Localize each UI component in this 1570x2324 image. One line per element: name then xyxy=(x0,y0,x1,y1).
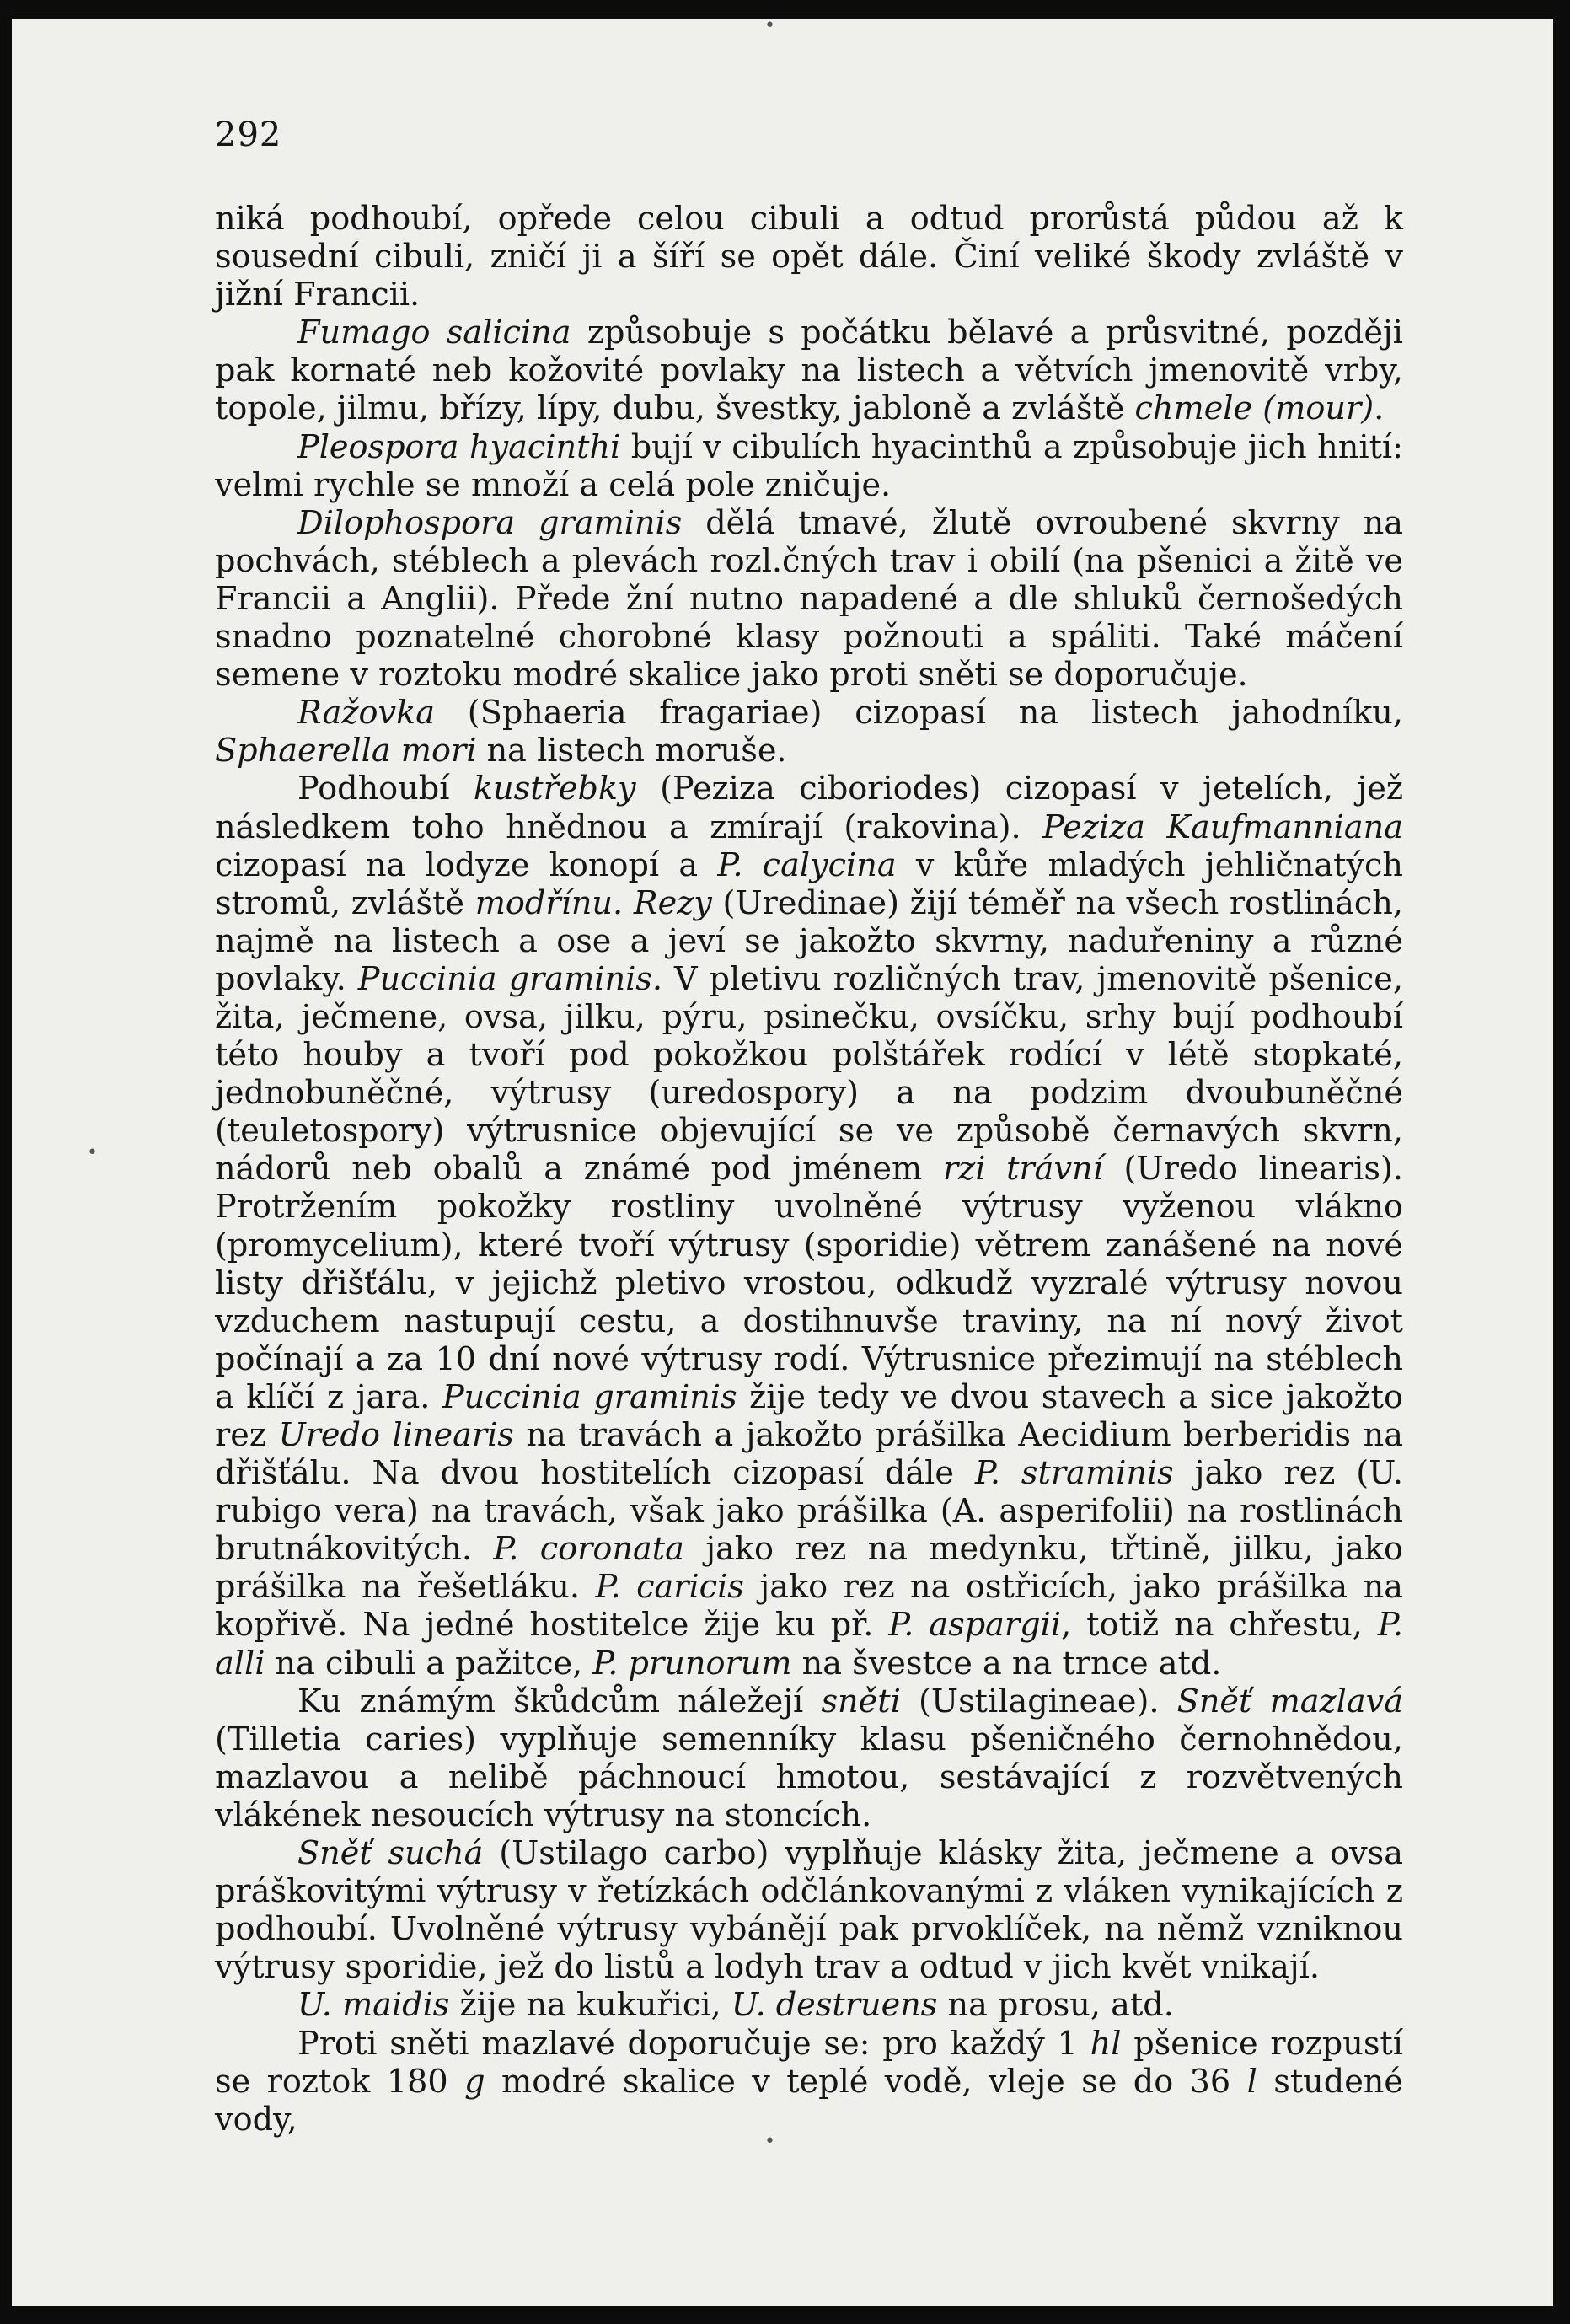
paragraph xyxy=(215,314,1403,428)
paragraph xyxy=(215,1683,1403,1835)
italic-term: rzi trávní xyxy=(942,1151,1103,1189)
text-run: žije na kukuřici, xyxy=(449,1987,731,2025)
margin-dot: • xyxy=(764,2131,775,2152)
text-run: na travách a jakožto prášilka Aecidium berberidis na dřišťálu. Na dvou hostitelích cizopasí dále xyxy=(215,1417,1403,1493)
margin-dot: • xyxy=(87,1142,98,1163)
paragraph xyxy=(215,2026,1403,2139)
italic-term: Ražovka xyxy=(297,695,435,733)
body-text xyxy=(215,201,1403,2139)
text-run: jako rez na ostřicích, jako prášilka na kopřivě. Na jedné hostitelce žije ku př. xyxy=(215,1569,1403,1645)
text-run: Ku známým škůdcům náležejí xyxy=(297,1683,822,1720)
italic-term: Peziza Kaufmanniana xyxy=(1042,808,1403,846)
paragraph xyxy=(215,695,1403,770)
text-run: niká podhoubí, opřede celou cibuli a odtud prorůstá půdou až k sousední cibuli, zničí ji a šíří se opět dále. Činí veliké škody zvláště v jižní Francii. xyxy=(215,201,1403,314)
text-run: v kůře mladých jehličnatých stromů, zvláště xyxy=(215,846,1403,922)
paragraph xyxy=(215,505,1403,695)
text-run: . xyxy=(1374,390,1385,428)
italic-term: U. maidis xyxy=(297,1987,450,2025)
text-run: na švestce a na trnce atd. xyxy=(791,1645,1222,1683)
italic-term: P. alli xyxy=(215,1607,1403,1683)
text-run: modré skalice v teplé vodě, vleje se do 36 xyxy=(485,2063,1247,2101)
italic-term: kustřebky xyxy=(473,770,636,808)
paragraph xyxy=(215,770,1403,1683)
text-run: na listech moruše. xyxy=(476,733,787,770)
text-run: (Peziza ciboriodes) cizopasí v jetelích, jež následkem toho hnědnou a zmírají (rakovina). xyxy=(215,770,1403,846)
italic-term: chmele (mour) xyxy=(1134,390,1374,428)
italic-term: P. prunorum xyxy=(592,1645,792,1683)
italic-term: Sněť suchá xyxy=(297,1835,484,1873)
paragraph xyxy=(215,1835,1403,1987)
italic-term: g xyxy=(464,2063,485,2101)
text-run: pšenice rozpustí se roztok 180 xyxy=(215,2025,1403,2101)
text-run: (Uredinae) žijí téměř na všech rostlinách, najmě na listech a ose a jeví se jakožto skvrny, naduřeniny a různé povlaky. xyxy=(215,884,1403,998)
italic-term: Puccinia graminis xyxy=(442,1378,737,1416)
text-run: jako rez na medynku, třtině, jilku, jako prášilka na řešetláku. xyxy=(215,1531,1403,1607)
paragraph xyxy=(215,429,1403,505)
italic-term: Pleospora hyacinthi xyxy=(297,428,621,466)
italic-term: Dilophospora graminis xyxy=(297,504,683,542)
text-run: Podhoubí xyxy=(297,770,474,808)
paragraph xyxy=(215,1987,1403,2025)
text-run: bují v cibulích hyacinthů a způsobuje jich hnití: velmi rychle se množí a celá pole zničuje. xyxy=(215,428,1403,504)
text-run: (Tilletia caries) vyplňuje semenníky klasu pšeničného černohnědou, mazlavou a nelibě páchnoucí hmotou, sestávající z rozvětvených vlákének nesoucích výtrusy na stoncích. xyxy=(215,1720,1403,1834)
text-run: způsobuje s počátku bělavé a průsvitné, později pak kornaté neb kožovité povlaky na listech a větvích jmenovitě vrby, topole, jilmu, břízy, lípy, dubu, švestky, jabloně a zvláště xyxy=(215,314,1403,428)
text-run: na cibuli a pažitce, xyxy=(265,1645,593,1683)
text-run: jako rez (U. rubigo vera) na travách, však jako prášilka (A. asperifolii) na rostlinách brutnákovitých. xyxy=(215,1455,1403,1569)
italic-term: modřínu. Rezy xyxy=(474,884,712,922)
text-run: V pletivu rozličných trav, jmenovitě pšenice, žita, ječmene, ovsa, jilku, pýru, psinečku, ovsíčku, srhy bují podhoubí této houby a tvoří pod pokožkou polštářek rodící v létě stopkaté, jednobuněčné, výtrusy (uredospory) a na podzim dvoubuněčné (teuletospory) výtrusnice objevující se ve způsobě černavých skvrn, nádorů neb obalů a známé pod jménem xyxy=(215,960,1403,1189)
text-run: (Sphaeria fragariae) cizopasí na listech jahodníku, xyxy=(435,695,1403,733)
page-number: 292 xyxy=(215,115,282,154)
text-run: dělá tmavé, žlutě ovroubené skvrny na pochvách, stéblech a plevách rozl.čných trav i obilí (na pšenici a žitě ve Francii a Anglii). Přede žní nutno napadené a dle shluků černošedých snadno poznatelné chorobné klasy požnouti a spáliti. Také máčení semene v roztoku modré skalice jako proti sněti se doporučuje. xyxy=(215,504,1403,695)
italic-term: P. straminis xyxy=(974,1455,1174,1493)
text-run: Proti sněti mazlavé doporučuje se: pro každý 1 xyxy=(297,2025,1090,2063)
italic-term: U. destruens xyxy=(731,1987,938,2025)
text-run: (Uredo linearis). Protržením pokožky rostliny uvolněné výtrusy vyženou vlákno (promycelium), které tvoří výtrusy (sporidie) větrem zanášené na nové listy dřišťálu, v jejichž pletivo vrostou, odkudž vyzralé výtrusy novou vzduchem nastupují cestu, a dostihnuvše traviny, na ní nový život počínají a za 10 dní nové výtrusy rodí. Výtrusnice přezimují na stéblech a klíčí z jara. xyxy=(215,1151,1404,1416)
paragraph xyxy=(215,201,1403,314)
italic-term: hl xyxy=(1090,2025,1122,2063)
text-run: studené vody, xyxy=(215,2063,1404,2139)
margin-dot: • xyxy=(764,15,775,36)
italic-term: P. calycina xyxy=(717,846,897,884)
italic-term: sněti xyxy=(821,1683,901,1720)
italic-term: l xyxy=(1246,2063,1257,2101)
italic-term: Uredo linearis xyxy=(278,1417,514,1454)
text-run: žije tedy ve dvou stavech a sice jakožto rez xyxy=(215,1378,1403,1454)
text-run: , totiž na chřestu, xyxy=(1061,1607,1378,1645)
italic-term: P. caricis xyxy=(595,1569,744,1607)
italic-term: Puccinia graminis. xyxy=(357,960,663,998)
italic-term: Sněť mazlavá xyxy=(1176,1683,1403,1720)
italic-term: Sphaerella mori xyxy=(215,733,477,770)
italic-term: P. aspargii xyxy=(888,1607,1062,1645)
text-run: na prosu, atd. xyxy=(937,1987,1174,2025)
text-run: (Ustilago carbo) vyplňuje klásky žita, ječmene a ovsa práškovitými výtrusy v řetízkách odčlánkovanými z vláken vynikajících z podhoubí. Uvolněné výtrusy vybánějí pak prvoklíček, na němž vzniknou výtrusy sporidie, jež do listů a lodyh trav a odtud v jich květ vnikají. xyxy=(215,1835,1404,1987)
italic-term: P. coronata xyxy=(493,1531,684,1569)
italic-term: Fumago salicina xyxy=(297,314,571,352)
text-run: (Ustilagineae). xyxy=(900,1683,1177,1720)
text-run: cizopasí na lodyze konopí a xyxy=(215,846,718,884)
